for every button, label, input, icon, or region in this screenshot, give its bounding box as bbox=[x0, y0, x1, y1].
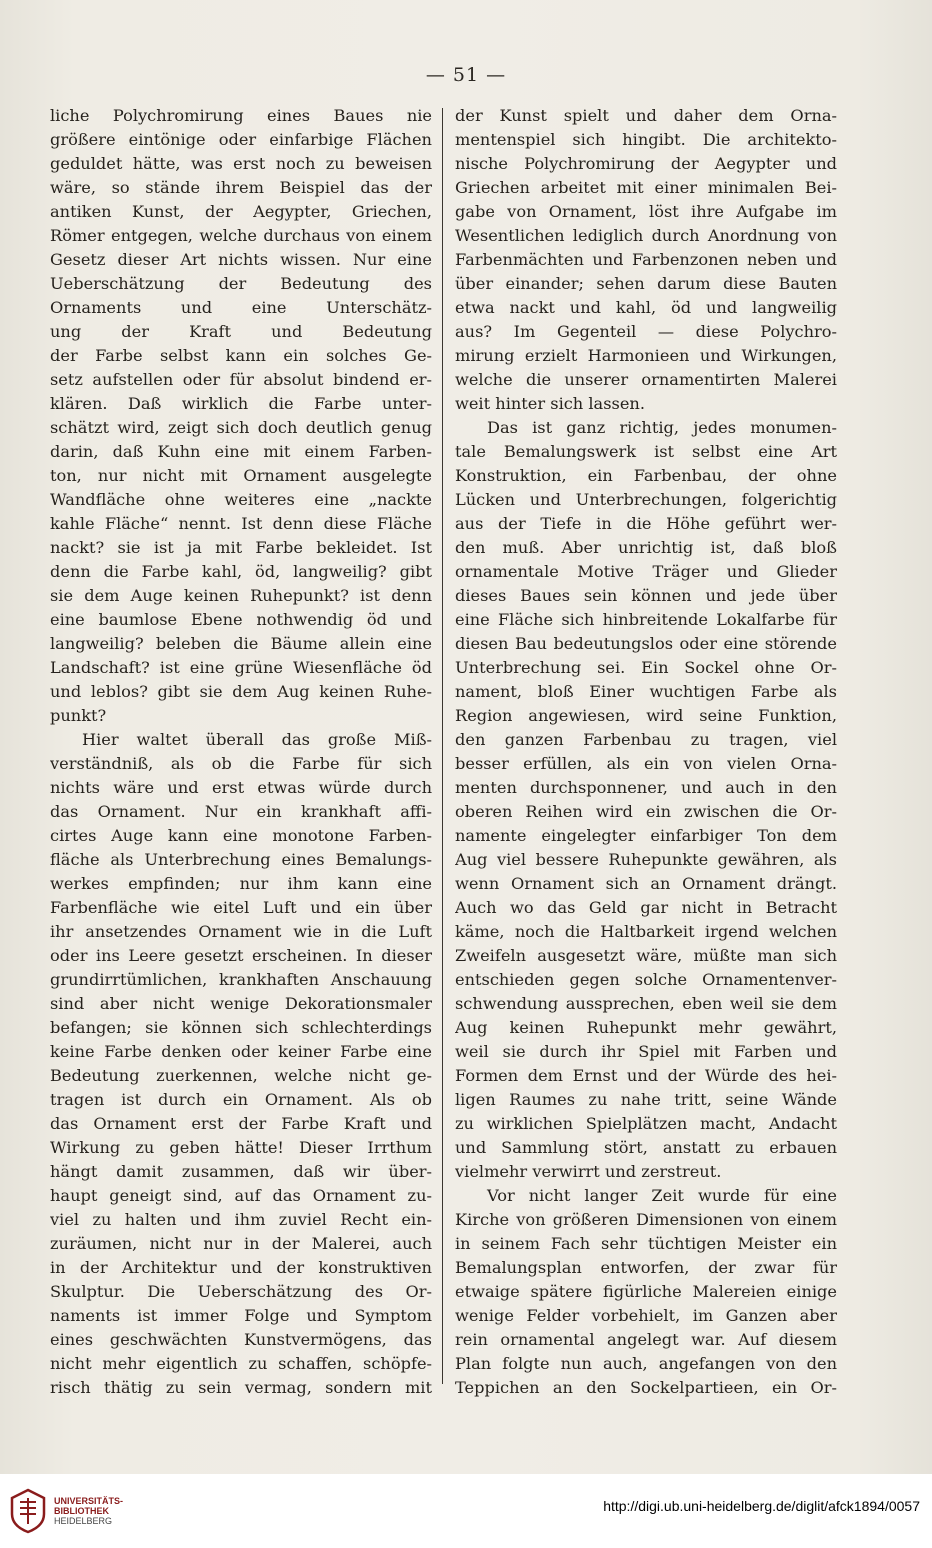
text-line: nackt? sie ist ja mit Farbe bekleidet. Ist bbox=[50, 538, 432, 557]
text-line: diesen Bau bedeutungslos oder eine störende bbox=[455, 634, 837, 653]
text-line: darin, daß Kuhn eine mit einem Farben- bbox=[50, 442, 432, 461]
text-line: und leblos? gibt sie dem Aug keinen Ruhe- bbox=[50, 682, 432, 701]
text-line: menten durchsponnener, und auch in den bbox=[455, 778, 837, 797]
text-line: nichts wäre und erst etwas würde durch bbox=[50, 778, 432, 797]
text-line: größere eintönige oder einfarbige Flächen bbox=[50, 130, 432, 149]
text-line: vielmehr verwirrt und zerstreut. bbox=[455, 1162, 722, 1181]
text-line: eines geschwächten Kunstvermögens, das bbox=[50, 1330, 432, 1349]
text-line: Farbenfläche wie eitel Luft und ein über bbox=[50, 898, 432, 917]
text-line: Formen dem Ernst und der Würde des hei- bbox=[455, 1066, 837, 1085]
text-line: cirtes Auge kann eine monotone Farben- bbox=[50, 826, 432, 845]
text-line: nament, bloß Einer wuchtigen Farbe als bbox=[455, 682, 837, 701]
library-logo-text: UNIVERSITÄTS- BIBLIOTHEK HEIDELBERG bbox=[54, 1496, 124, 1526]
text-line: das Ornament erst der Farbe Kraft und bbox=[50, 1114, 432, 1133]
text-line: weil sie durch ihr Spiel mit Farben und bbox=[455, 1042, 837, 1061]
text-line: geduldet hätte, was erst noch zu beweisen bbox=[50, 154, 432, 173]
text-line: der Farbe selbst kann ein solches Ge- bbox=[50, 346, 432, 365]
text-line: dieses Baues sein können und jede über bbox=[455, 586, 837, 605]
page-number: — 51 — bbox=[425, 64, 507, 86]
text-line: zuräumen, nicht nur in der Malerei, auch bbox=[50, 1234, 432, 1253]
text-line: Griechen arbeitet mit einer minimalen Bei- bbox=[455, 178, 837, 197]
text-line: in seinem Fach sehr tüchtigen Meister ein bbox=[455, 1234, 837, 1253]
text-line: Wesentlichen lediglich durch Anordnung von bbox=[455, 226, 837, 245]
text-line: Farbenmächten und Farbenzonen neben und bbox=[455, 250, 837, 269]
text-line: über einander; sehen darum diese Bauten bbox=[455, 274, 837, 293]
text-line: und Sammlung stört, anstatt zu erbauen bbox=[455, 1138, 837, 1157]
text-line: Vor nicht langer Zeit wurde für eine bbox=[487, 1186, 837, 1205]
text-line: verständniß, als ob die Farbe für sich bbox=[50, 754, 432, 773]
text-line: klären. Daß wirklich die Farbe unter- bbox=[50, 394, 432, 413]
text-line: denn die Farbe kahl, öd, langweilig? gibt bbox=[50, 562, 432, 581]
text-line: den ganzen Farbenbau zu tragen, viel bbox=[455, 730, 837, 749]
text-line: namente eingelegter einfarbiger Ton dem bbox=[455, 826, 837, 845]
text-line: viel zu halten und ihm zuviel Recht ein- bbox=[50, 1210, 432, 1229]
text-line: etwaige spätere figürliche Malereien einige bbox=[455, 1282, 837, 1301]
text-line: fläche als Unterbrechung eines Bemalungs- bbox=[50, 850, 432, 869]
text-line: antiken Kunst, der Aegypter, Griechen, bbox=[50, 202, 432, 221]
text-line: schätzt wird, zeigt sich doch deutlich genug bbox=[50, 418, 432, 437]
text-line: Kirche von größeren Dimensionen von einem bbox=[455, 1210, 837, 1229]
text-line: ung der Kraft und Bedeutung bbox=[50, 322, 432, 341]
text-line: Region angewiesen, wird seine Funktion, bbox=[455, 706, 837, 725]
text-line: keine Farbe denken oder keiner Farbe eine bbox=[50, 1042, 432, 1061]
text-line: befangen; sie können sich schlechterdings bbox=[50, 1018, 432, 1037]
text-line: werkes empfinden; nur ihm kann eine bbox=[50, 874, 432, 893]
text-line: das Ornament. Nur ein krankhaft affi- bbox=[50, 802, 432, 821]
text-line: weit hinter sich lassen. bbox=[455, 394, 645, 413]
text-line: Ornaments und eine Unterschätz- bbox=[50, 298, 432, 317]
text-line: wäre, so stände ihrem Beispiel das der bbox=[50, 178, 432, 197]
right-text-column bbox=[455, 104, 837, 1400]
source-url-link[interactable]: http://digi.ub.uni-heidelberg.de/diglit/afck1894/0057 bbox=[603, 1498, 920, 1514]
text-line: oberen Reihen wird ein zwischen die Or- bbox=[455, 802, 837, 821]
text-line: etwa nackt und kahl, öd und langweilig bbox=[455, 298, 837, 317]
text-line: eine baumlose Ebene nothwendig öd und bbox=[50, 610, 432, 629]
text-line: langweilig? beleben die Bäume allein eine bbox=[50, 634, 432, 653]
text-line: haupt geneigt sind, auf das Ornament zu- bbox=[50, 1186, 432, 1205]
text-line: Lücken und Unterbrechungen, folgerichtig bbox=[455, 490, 837, 509]
university-seal-icon bbox=[8, 1488, 48, 1534]
text-line: ihr ansetzendes Ornament wie in die Luft bbox=[50, 922, 432, 941]
text-line: sie dem Auge keinen Ruhepunkt? ist denn bbox=[50, 586, 432, 605]
text-line: Hier waltet überall das große Miß- bbox=[82, 730, 432, 749]
text-line: schwendung aussprechen, eben weil sie dem bbox=[455, 994, 837, 1013]
text-line: Unterbrechung sei. Ein Sockel ohne Or- bbox=[455, 658, 837, 677]
text-line: Das ist ganz richtig, jedes monumen- bbox=[487, 418, 837, 437]
text-line: liche Polychromirung eines Baues nie bbox=[50, 106, 432, 125]
text-line: mirung erzielt Harmonieen und Wirkungen, bbox=[455, 346, 837, 365]
column-divider bbox=[442, 108, 443, 1384]
text-line: sind aber nicht wenige Dekorationsmaler bbox=[50, 994, 432, 1013]
text-line: aus? Im Gegenteil — diese Polychro- bbox=[455, 322, 837, 341]
text-line: besser erfüllen, als ein von vielen Orna- bbox=[455, 754, 837, 773]
text-line: Wirkung zu geben hätte! Dieser Irrthum bbox=[50, 1138, 432, 1157]
text-line: Auch wo das Geld gar nicht in Betracht bbox=[455, 898, 837, 917]
text-line: risch thätig zu sein vermag, sondern mit bbox=[50, 1378, 432, 1397]
text-line: eine Fläche sich hinbreitende Lokalfarbe für bbox=[455, 610, 837, 629]
text-line: ligen Raumes zu nahe tritt, seine Wände bbox=[455, 1090, 837, 1109]
text-line: Konstruktion, ein Farbenbau, der ohne bbox=[455, 466, 837, 485]
text-line: Bedeutung zuerkennen, welche nicht ge- bbox=[50, 1066, 432, 1085]
text-line: naments ist immer Folge und Symptom bbox=[50, 1306, 432, 1325]
text-line: Landschaft? ist eine grüne Wiesenfläche öd bbox=[50, 658, 432, 677]
text-line: Teppichen an den Sockelpartieen, ein Or- bbox=[455, 1378, 837, 1397]
text-line: Bemalungsplan entworfen, der zwar für bbox=[455, 1258, 837, 1277]
text-line: hängt damit zusammen, daß wir über- bbox=[50, 1162, 432, 1181]
text-line: käme, noch die Haltbarkeit irgend welchen bbox=[455, 922, 837, 941]
text-line: Aug keinen Ruhepunkt mehr gewährt, bbox=[455, 1018, 837, 1037]
text-line: gabe von Ornament, löst ihre Aufgabe im bbox=[455, 202, 837, 221]
text-line: Ueberschätzung der Bedeutung des bbox=[50, 274, 432, 293]
text-line: nicht mehr eigentlich zu schaffen, schöpfe- bbox=[50, 1354, 432, 1373]
text-line: tale Bemalungswerk ist selbst eine Art bbox=[455, 442, 837, 461]
text-line: ornamentale Motive Träger und Glieder bbox=[455, 562, 837, 581]
text-line: Aug viel bessere Ruhepunkte gewähren, als bbox=[455, 850, 837, 869]
text-line: welche die unserer ornamentirten Malerei bbox=[455, 370, 837, 389]
text-line: aus der Tiefe in die Höhe geführt wer- bbox=[455, 514, 837, 533]
text-line: ton, nur nicht mit Ornament ausgelegte bbox=[50, 466, 432, 485]
text-line: mentenspiel sich hingibt. Die architekto- bbox=[455, 130, 837, 149]
text-line: setz aufstellen oder für absolut bindend er- bbox=[50, 370, 432, 389]
footer-bar bbox=[0, 1474, 932, 1548]
text-line: Zweifeln ausgesetzt wäre, müßte man sich bbox=[455, 946, 837, 965]
text-line: oder ins Leere gesetzt erscheinen. In dieser bbox=[50, 946, 432, 965]
text-line: punkt? bbox=[50, 706, 107, 725]
text-line: Plan folgte nun auch, angefangen von den bbox=[455, 1354, 837, 1373]
text-line: tragen ist durch ein Ornament. Als ob bbox=[50, 1090, 432, 1109]
text-line: Gesetz dieser Art nichts wissen. Nur eine bbox=[50, 250, 432, 269]
text-line: zu wirklichen Spielplätzen macht, Andacht bbox=[455, 1114, 837, 1133]
text-line: wenn Ornament sich an Ornament drängt. bbox=[455, 874, 837, 893]
text-line: entschieden gegen solche Ornamentenver- bbox=[455, 970, 837, 989]
text-line: rein ornamental angelegt war. Auf diesem bbox=[455, 1330, 837, 1349]
text-line: wenige Felder vorbehielt, im Ganzen aber bbox=[455, 1306, 837, 1325]
text-line: nische Polychromirung der Aegypter und bbox=[455, 154, 837, 173]
text-line: grundirrtümlichen, krankhaften Anschauung bbox=[50, 970, 432, 989]
text-line: in der Architektur und der konstruktiven bbox=[50, 1258, 432, 1277]
text-line: Römer entgegen, welche durchaus von einem bbox=[50, 226, 432, 245]
text-line: Skulptur. Die Ueberschätzung des Or- bbox=[50, 1282, 432, 1301]
text-line: kahle Fläche“ nennt. Ist denn diese Fläche bbox=[50, 514, 432, 533]
text-line: den muß. Aber unrichtig ist, daß bloß bbox=[455, 538, 837, 557]
left-text-column bbox=[50, 104, 432, 1400]
text-line: der Kunst spielt und daher dem Orna- bbox=[455, 106, 837, 125]
text-line: Wandfläche ohne weiteres eine „nackte bbox=[50, 490, 432, 509]
